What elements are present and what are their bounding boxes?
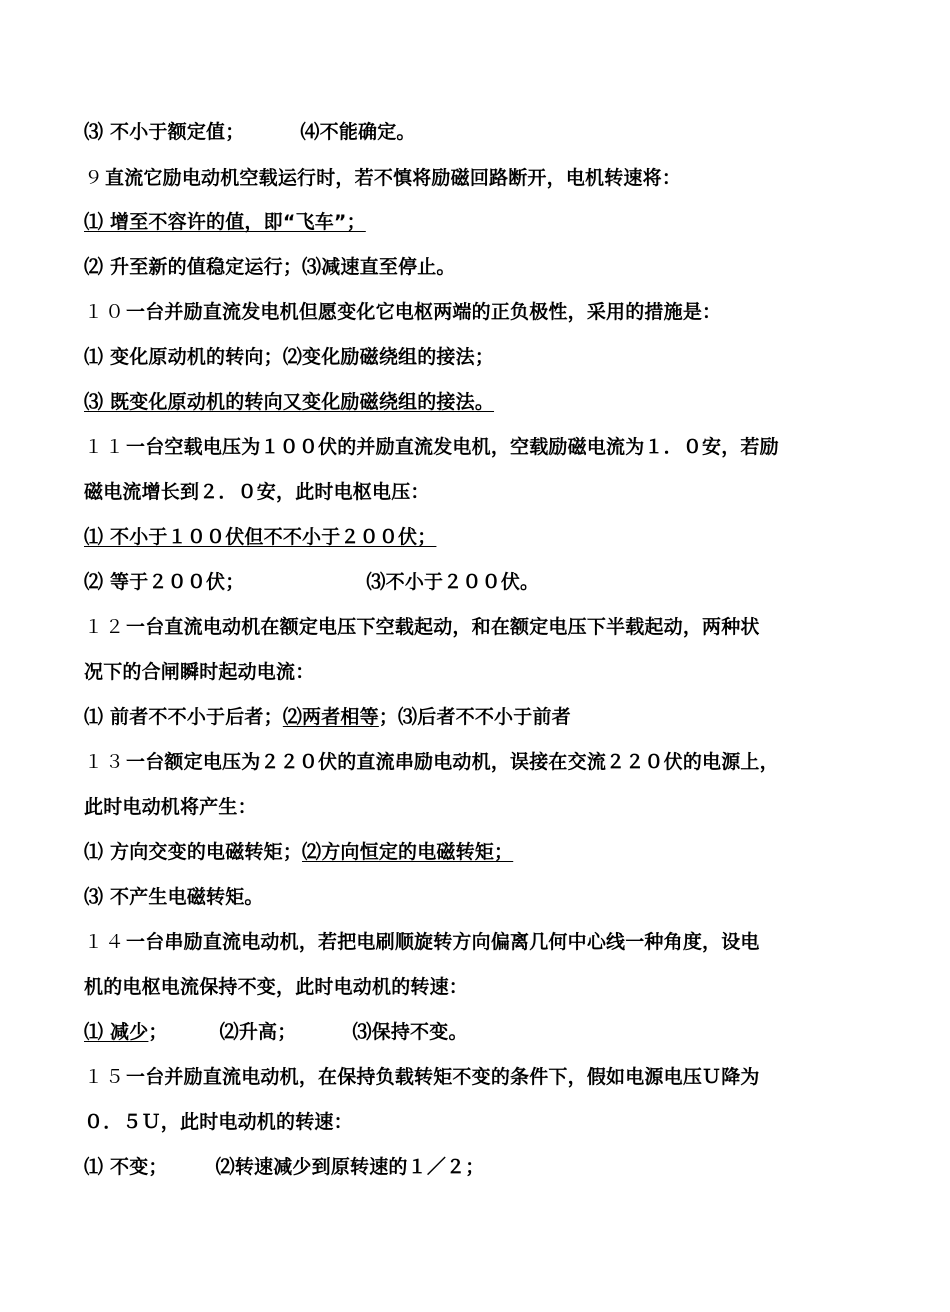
question-12-text-2: 况下的合闸瞬时起动电流： — [84, 661, 315, 683]
option-14-3: ⑶保持不变。 — [352, 1021, 468, 1043]
question-14-number: １４ — [84, 931, 127, 953]
option-line-9-b — [84, 245, 890, 290]
question-14-continued — [84, 965, 890, 1010]
option-12-3: ；⑶后者不不小于前者 — [378, 706, 571, 728]
question-14-text: 一台串励直流电动机，若把电刷顺旋转方向偏离几何中心线一种角度，设电 — [126, 931, 760, 953]
question-9-number: ９ — [84, 167, 106, 189]
option-line-8-b — [84, 110, 890, 155]
question-11-number: １１ — [84, 436, 127, 458]
option-14-2: ⑵升高； — [219, 1021, 297, 1043]
question-13-continued — [84, 785, 890, 830]
question-11-text-2: 磁电流增长到２．０安，此时电枢电压： — [84, 481, 430, 503]
question-12 — [84, 605, 890, 650]
question-13 — [84, 740, 890, 785]
question-10-number: １０ — [84, 301, 127, 323]
option-13-1: ⑴ 方向交变的电磁转矩； — [84, 841, 303, 863]
option-9-2-3: ⑵ 升至新的值稳定运行；⑶减速直至停止。 — [84, 256, 456, 278]
question-15 — [84, 1055, 890, 1100]
question-15-number: １５ — [84, 1066, 127, 1088]
option-15-2: ⑵转速减少到原转速的１／２； — [215, 1156, 485, 1178]
option-14-1-answer: ⑴ 减少 — [84, 1021, 149, 1043]
option-line-10-a — [84, 335, 890, 380]
option-12-1: ⑴ 前者不不小于后者； — [84, 706, 283, 728]
option-12-2-answer: ⑵两者相等 — [282, 706, 379, 728]
question-15-continued — [84, 1100, 890, 1145]
question-13-text: 一台额定电压为２２０伏的直流串励电动机，误接在交流２２０伏的电源上， — [126, 751, 779, 773]
question-9-text: 直流它励电动机空载运行时，若不慎将励磁回路断开，电机转速将： — [105, 167, 682, 189]
question-14 — [84, 920, 890, 965]
option-line-11-b — [84, 560, 890, 605]
option-11-2: ⑵ 等于２００伏； — [84, 571, 245, 593]
option-10-3-answer: ⑶ 既变化原动机的转向又变化励磁绕组的接法。 — [84, 391, 495, 413]
option-line-13-b — [84, 875, 890, 920]
option-15-1: ⑴ 不变； — [84, 1156, 168, 1178]
option-9-1-answer: ⑴ 增至不容许的值，即“飞车”； — [84, 211, 366, 233]
option-11-1-answer: ⑴ 不小于１００伏但不不小于２００伏； — [84, 526, 437, 548]
option-line-13-a — [84, 830, 890, 875]
option-8-3: ⑶ 不小于额定值； — [84, 121, 245, 143]
question-11-text: 一台空载电压为１００伏的并励直流发电机，空载励磁电流为１．０安，若励 — [126, 436, 779, 458]
option-10-1-2: ⑴ 变化原动机的转向；⑵变化励磁绕组的接法； — [84, 346, 495, 368]
option-8-4: ⑷不能确定。 — [300, 121, 416, 143]
option-line-10-b — [84, 380, 890, 425]
question-15-text: 一台并励直流电动机，在保持负载转矩不变的条件下，假如电源电压Ｕ降为 — [126, 1066, 760, 1088]
question-10-text: 一台并励直流发电机但愿变化它电枢两端的正负极性，采用的措施是： — [126, 301, 722, 323]
question-14-text-2: 机的电枢电流保持不变，此时电动机的转速： — [84, 976, 469, 998]
question-10 — [84, 290, 890, 335]
question-11-continued — [84, 470, 890, 515]
question-12-text: 一台直流电动机在额定电压下空载起动，和在额定电压下半载起动，两种状 — [126, 616, 760, 638]
option-line-12 — [84, 695, 890, 740]
question-9 — [84, 156, 890, 201]
option-11-3: ⑶不小于２００伏。 — [366, 571, 540, 593]
option-13-3: ⑶ 不产生电磁转矩。 — [84, 886, 264, 908]
option-13-2-answer: ⑵方向恒定的电磁转矩； — [302, 841, 514, 863]
option-14-1-punct: ； — [148, 1021, 168, 1043]
option-line-14 — [84, 1010, 890, 1055]
question-13-text-2: 此时电动机将产生： — [84, 796, 257, 818]
question-13-number: １３ — [84, 751, 127, 773]
option-line-9-a — [84, 200, 890, 245]
question-12-continued — [84, 650, 890, 695]
question-12-number: １２ — [84, 616, 127, 638]
question-11 — [84, 425, 890, 470]
question-15-text-2: ０．５Ｕ，此时电动机的转速： — [84, 1111, 353, 1133]
option-line-15 — [84, 1145, 890, 1190]
option-line-11-a — [84, 515, 890, 560]
